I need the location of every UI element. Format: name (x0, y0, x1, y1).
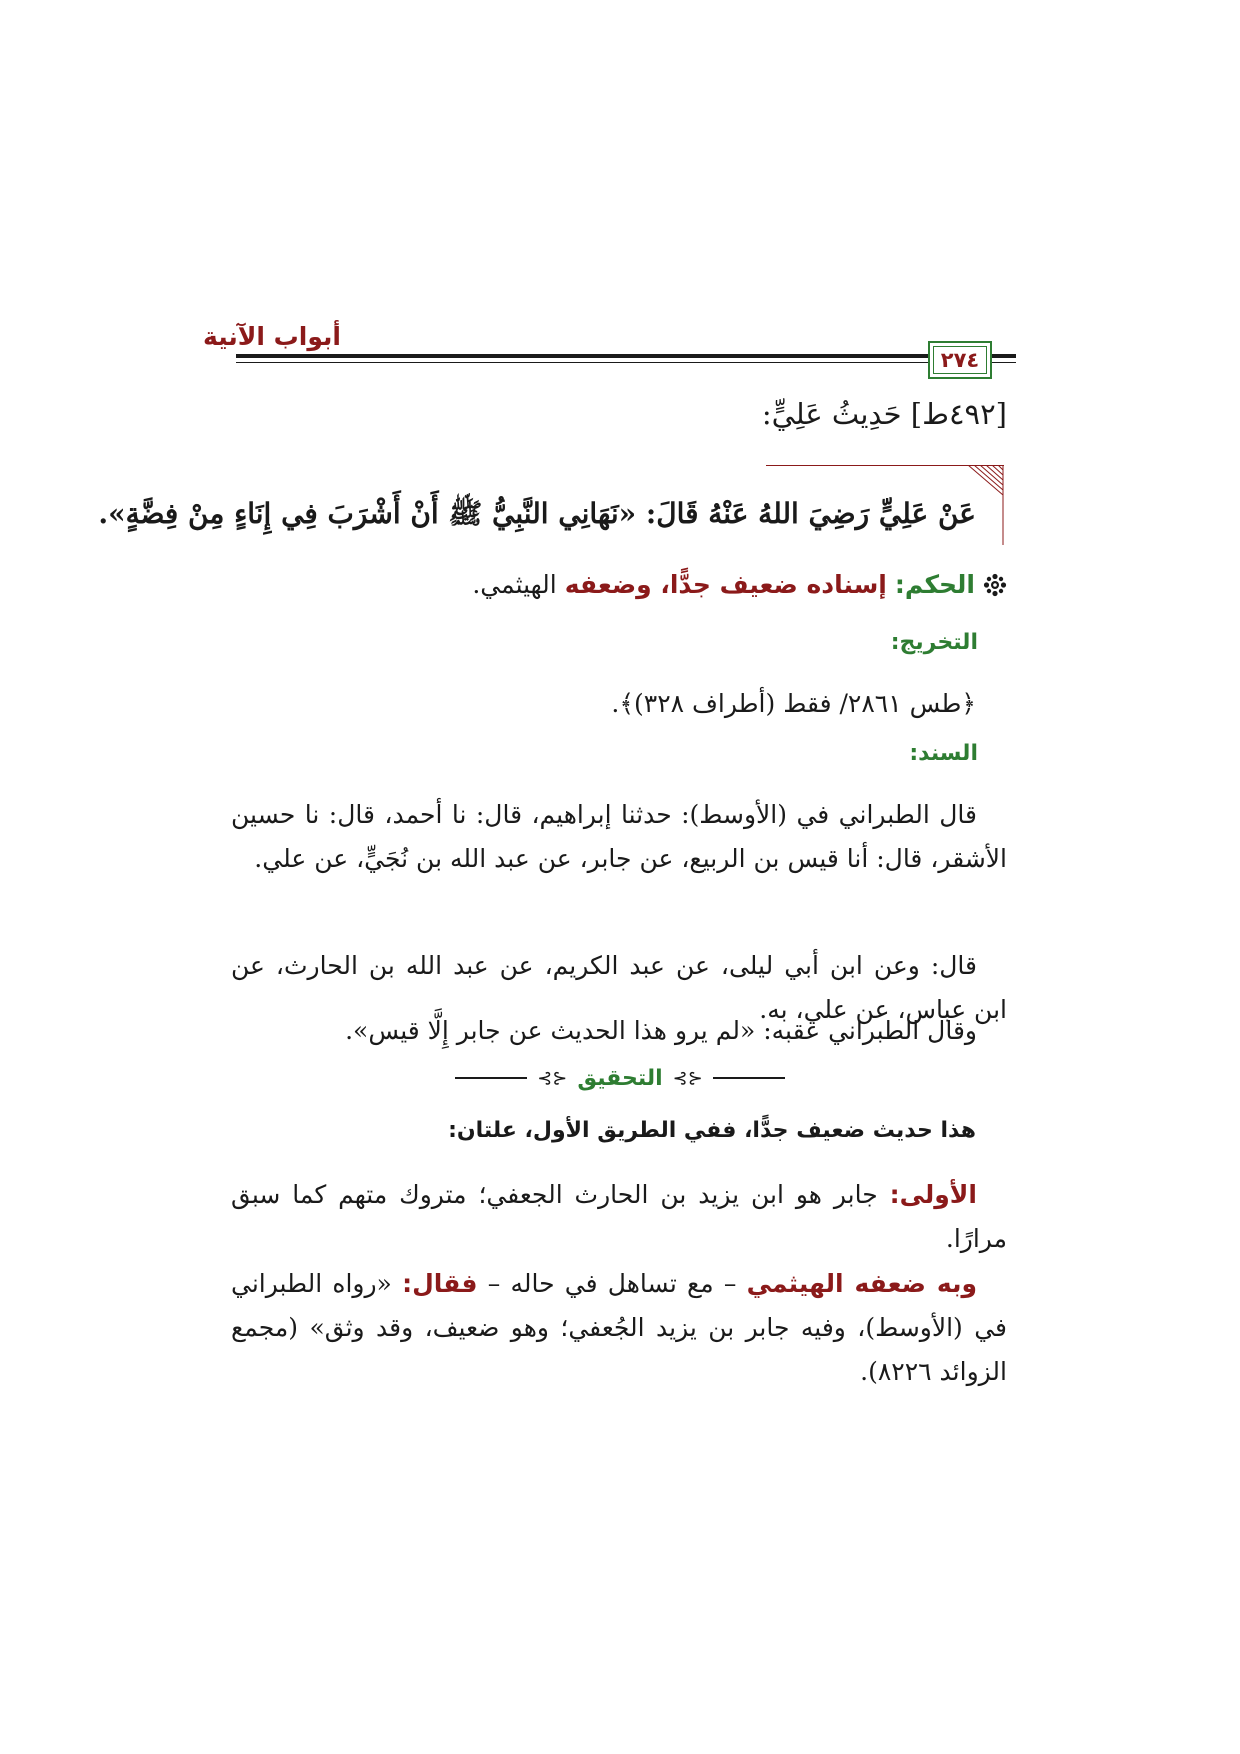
hadith-text (98, 497, 976, 537)
haythami-label: وبه ضعفه الهيثمي (746, 1269, 978, 1298)
hadith-heading: [٤٩٢ط] حَدِيثُ عَلِيٍّ: (761, 397, 1007, 431)
ruling-text (472, 570, 887, 599)
page-number: ٢٧٤ (940, 348, 980, 372)
divider-line (455, 1077, 527, 1079)
first-defect-paragraph (231, 1173, 1007, 1261)
divider-swirl-icon: ⊰⊱ (672, 1067, 703, 1089)
tahqiq-label: التحقيق (577, 1065, 663, 1091)
sanad-label: السند: (909, 741, 978, 766)
first-defect-label: الأولى: (889, 1180, 977, 1209)
sanad-paragraph-3: وقال الطبراني عقبه: «لم يرو هذا الحديث عن جابر إِلَّا قيس». (345, 1016, 977, 1045)
sanad-paragraph-2: قال: وعن ابن أبي ليلى، عن عبد الكريم، عن عبد الله بن الحارث، عن ابن عباس، عن علي، به. (231, 951, 1007, 1024)
ruling-line (472, 570, 1007, 599)
hadith-matn: «نَهَانِي النَّبِيُّ ﷺ أَنْ أَشْرَبَ فِي إِنَاءٍ مِنْ فِضَّةٍ». (98, 497, 637, 530)
takhrij-label: التخريج: (890, 630, 978, 655)
divider-line (713, 1077, 785, 1079)
sanad-paragraph-1: قال الطبراني في (الأوسط): حدثنا إبراهيم، قال: نا أحمد، قال: نا حسين الأشقر، قال: أنا قيس بن الربيع، عن جابر، عن عبد الله بن نُجَيٍّ، عن علي. (231, 800, 1007, 873)
ruling-rest: الهيثمي. (472, 570, 565, 599)
hadith-isnad-lead: عَنْ عَلِيٍّ رَضِيَ اللهُ عَنْهُ قَالَ: (636, 497, 976, 530)
chapter-title: أبواب الآنية (203, 322, 341, 351)
first-defect-text: جابر هو ابن يزيد بن الحارث الجعفي؛ متروك متهم كما سبق مرارًا. (231, 1180, 1007, 1253)
takhrij-text: ﴿طس ٢٨٦١/ فقط (أطراف ٣٢٨)﴾. (611, 689, 976, 718)
haythami-paragraph (231, 1262, 1007, 1394)
divider-swirl-icon: ⊰⊱ (537, 1067, 568, 1089)
tahqiq-divider (420, 1063, 820, 1093)
ruling-label: الحكم: (894, 570, 975, 599)
ruling-verdict: إسناده ضعيف جدًّا، وضعفه (564, 570, 887, 599)
haythami-quote: «رواه الطبراني في (الأوسط)، وفيه جابر بن يزيد الجُعفي؛ وهو ضعيف، وقد وثق» (مجمع الزوائد ٨٢٢٦). (231, 1269, 1007, 1386)
header-rule-thin (236, 362, 1016, 363)
faqal-label: فقال: (402, 1269, 478, 1298)
flower-ornament-icon (983, 573, 1007, 597)
haythami-mid: – مع تساهل في حاله – (477, 1269, 747, 1298)
header-rule (236, 354, 1016, 358)
tahqiq-summary: هذا حديث ضعيف جدًّا، ففي الطريق الأول، علتان: (448, 1118, 976, 1143)
page-number-frame (928, 341, 992, 379)
